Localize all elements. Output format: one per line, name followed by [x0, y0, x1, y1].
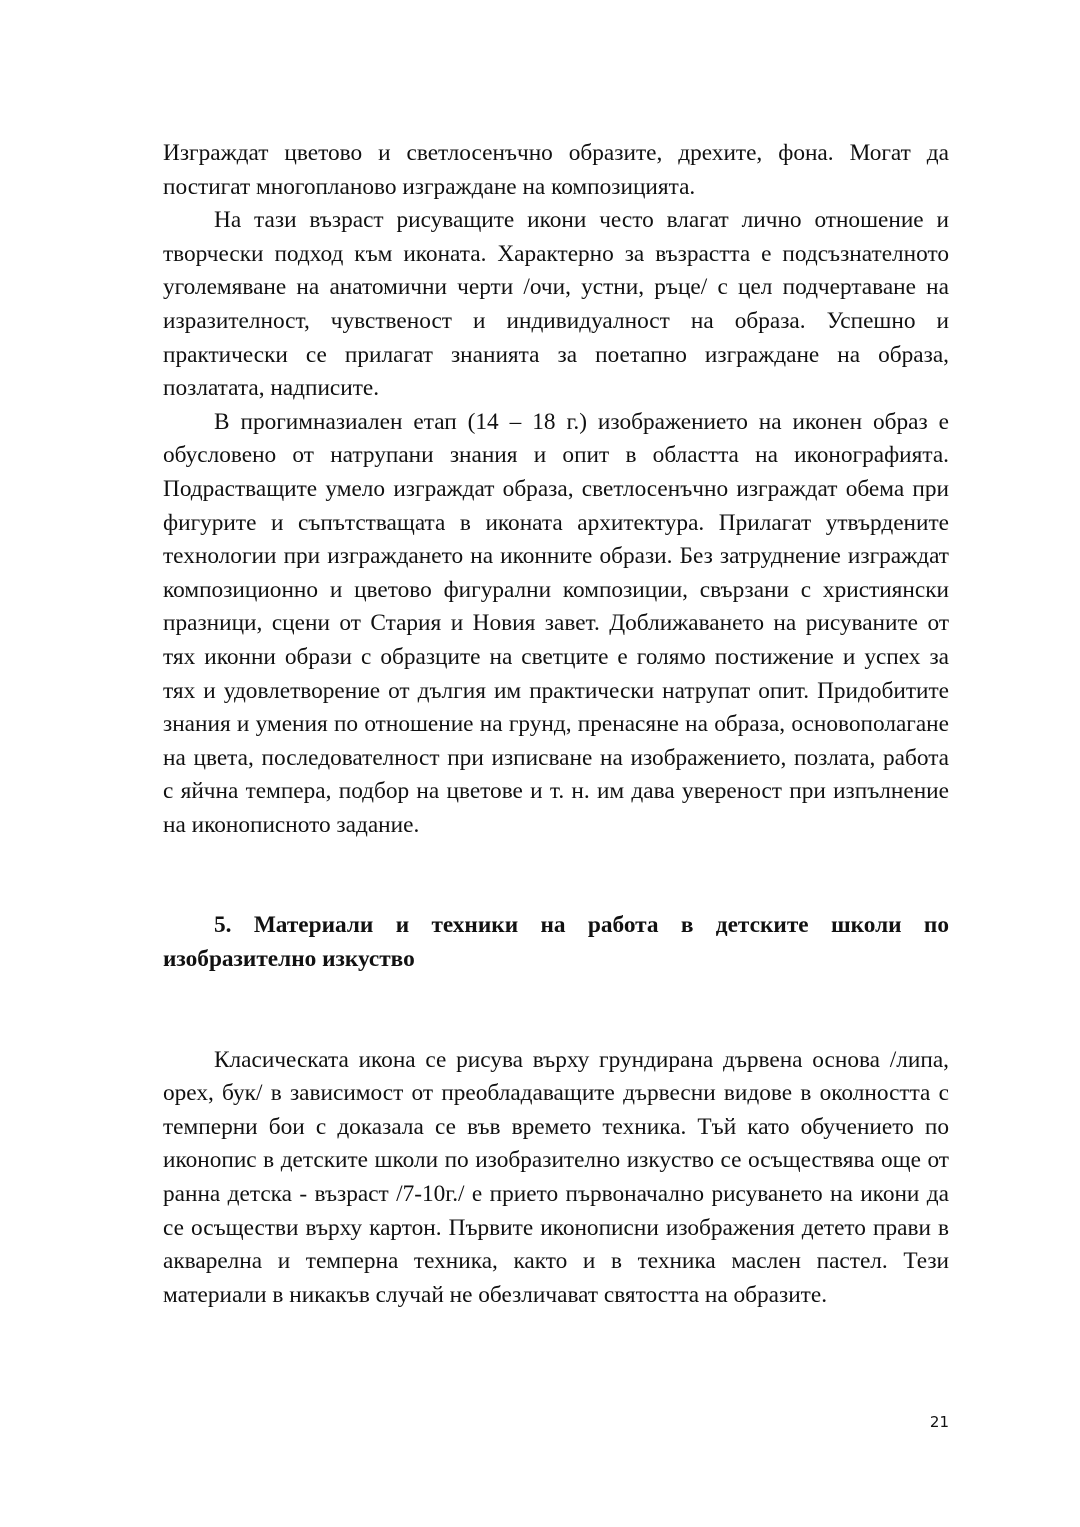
body-paragraph: Изграждат цветово и светлосенъчно образите, дрехите, фона. Могат да постигат многопланово изграждане на композицията. — [163, 140, 949, 200]
body-paragraph: В прогимназиален етап (14 – 18 г.) изображението на иконен образ е обусловено от натрупани знания и опит в областта на иконографията. Подрастващите умело изграждат образа, светлосенъчно изграждат обема при фигурите и съпътстващата в иконата архитектура. Прилагат утвърдените технологии при изграждането на иконните образи. Без затруднение изграждат композиционно и цветово фигурални композиции, свързани с християнски празници, сцени от Стария и Новия завет. Доближаването на рисуваните от тях иконни образи с образците на светците е голямо постижение и успех за тях и удовлетворение от дългия им практически натрупат опит. Придобитите знания и умения по отношение на грунд, пренасяне на образа, основополагане на цвета, последователност при изписване на изображението, позлата, работа с яйчна темпера, подбор на цветове и т. н. им дава увереност при изпълнение на иконописното задание. — [163, 408, 949, 838]
page-body — [163, 137, 949, 1312]
body-paragraph: На тази възраст рисуващите икони често влагат лично отношение и творчески подход към иконата. Характерно за възрастта е подсъзнателното уголемяване на анатомични черти /очи, устни, ръце/ с цел подчертаване на изразителност, чувственост и индивидуалност на образа. Успешно и практически се прилагат знанията за поетапно изграждане на образа, позлатата, надписите. — [163, 207, 949, 402]
section-paragraph: Класическата икона се рисува върху грундирана дървена основа /липа, орех, бук/ в зависимост от преобладаващите дървесни видове в околността с темперни бои с доказала се във времето техника. Тъй като обучението по иконопис в детските школи по изобразително изкуство се осъществява още от ранна детска - възраст /7-10г./ е прието първоначално рисуването на икони да се осъществи върху картон. Първите иконописни изображения детето прави в акварелна и темперна техника, както и в техника маслен пастел. Тези материали в никакъв случай не обезличават святостта на образите. — [163, 1046, 949, 1308]
page-number: 21 — [929, 1413, 949, 1431]
section-heading: 5. Материали и техники на работа в детските школи по изобразително изкуство — [163, 912, 949, 973]
